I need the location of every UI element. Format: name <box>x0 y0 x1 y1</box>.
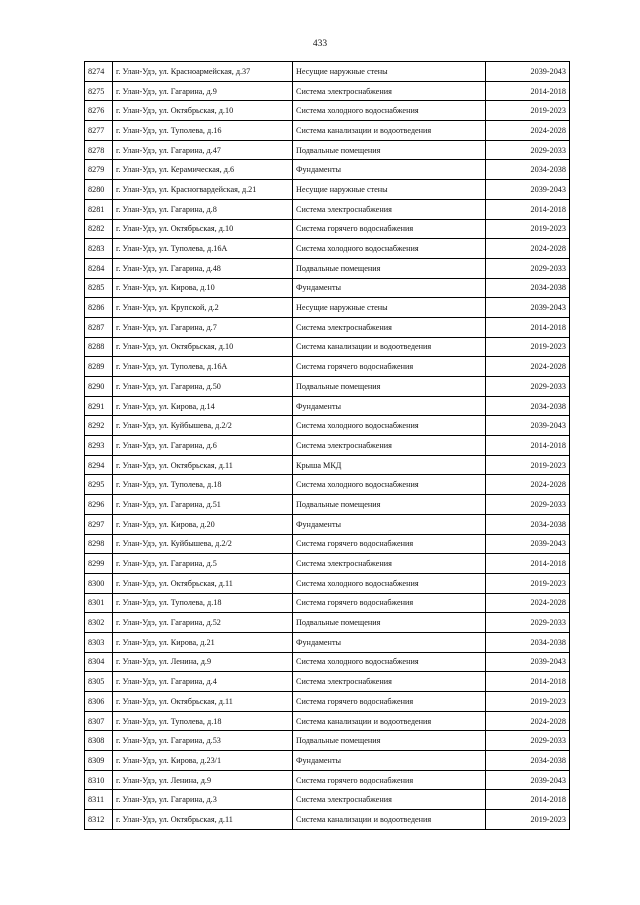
address-cell: г. Улан-Удэ, ул. Туполева, д.16А <box>113 239 293 259</box>
address-cell: г. Улан-Удэ, ул. Туполева, д.16 <box>113 121 293 141</box>
table-row <box>85 495 570 515</box>
building-system-cell: Крыша МКД <box>293 455 486 475</box>
row-number: 8278 <box>85 140 113 160</box>
repair-period-cell: 2034-2038 <box>486 514 570 534</box>
table-row <box>85 317 570 337</box>
table-row <box>85 101 570 121</box>
repair-period-cell: 2014-2018 <box>486 672 570 692</box>
building-system-cell: Система холодного водоснабжения <box>293 573 486 593</box>
address-cell: г. Улан-Удэ, ул. Крупской, д.2 <box>113 298 293 318</box>
repair-period-cell: 2029-2033 <box>486 613 570 633</box>
table-row <box>85 514 570 534</box>
building-system-cell: Система канализации и водоотведения <box>293 711 486 731</box>
row-number: 8290 <box>85 377 113 397</box>
table-row <box>85 475 570 495</box>
repair-period-cell: 2019-2023 <box>486 692 570 712</box>
building-system-cell: Система горячего водоснабжения <box>293 534 486 554</box>
row-number: 8280 <box>85 180 113 200</box>
table-row <box>85 632 570 652</box>
repair-period-cell: 2034-2038 <box>486 632 570 652</box>
building-system-cell: Фундаменты <box>293 632 486 652</box>
address-cell: г. Улан-Удэ, ул. Октябрьская, д.11 <box>113 573 293 593</box>
row-number: 8298 <box>85 534 113 554</box>
address-cell: г. Улан-Удэ, ул. Октябрьская, д.10 <box>113 219 293 239</box>
building-system-cell: Фундаменты <box>293 514 486 534</box>
building-system-cell: Фундаменты <box>293 751 486 771</box>
building-system-cell: Система холодного водоснабжения <box>293 652 486 672</box>
address-cell: г. Улан-Удэ, ул. Гагарина, д.52 <box>113 613 293 633</box>
repair-period-cell: 2019-2023 <box>486 219 570 239</box>
repair-period-cell: 2019-2023 <box>486 455 570 475</box>
building-system-cell: Система электроснабжения <box>293 554 486 574</box>
repair-period-cell: 2029-2033 <box>486 258 570 278</box>
table-row <box>85 692 570 712</box>
row-number: 8310 <box>85 770 113 790</box>
row-number: 8295 <box>85 475 113 495</box>
building-system-cell: Система холодного водоснабжения <box>293 416 486 436</box>
table-row <box>85 278 570 298</box>
address-cell: г. Улан-Удэ, ул. Октябрьская, д.10 <box>113 337 293 357</box>
table-row <box>85 613 570 633</box>
row-number: 8299 <box>85 554 113 574</box>
row-number: 8274 <box>85 62 113 82</box>
table-row <box>85 239 570 259</box>
address-cell: г. Улан-Удэ, ул. Гагарина, д.47 <box>113 140 293 160</box>
table-row <box>85 140 570 160</box>
address-cell: г. Улан-Удэ, ул. Красноармейская, д.37 <box>113 62 293 82</box>
address-cell: г. Улан-Удэ, ул. Гагарина, д.9 <box>113 81 293 101</box>
repair-period-cell: 2014-2018 <box>486 790 570 810</box>
repair-period-cell: 2034-2038 <box>486 160 570 180</box>
building-system-cell: Система электроснабжения <box>293 790 486 810</box>
row-number: 8305 <box>85 672 113 692</box>
table-row <box>85 770 570 790</box>
building-system-cell: Подвальные помещения <box>293 495 486 515</box>
building-system-cell: Несущие наружные стены <box>293 298 486 318</box>
row-number: 8312 <box>85 810 113 830</box>
building-system-cell: Система горячего водоснабжения <box>293 593 486 613</box>
address-cell: г. Улан-Удэ, ул. Туполева, д.18 <box>113 593 293 613</box>
repair-period-cell: 2024-2028 <box>486 239 570 259</box>
row-number: 8308 <box>85 731 113 751</box>
table-row <box>85 298 570 318</box>
table-row <box>85 593 570 613</box>
table-row <box>85 219 570 239</box>
row-number: 8284 <box>85 258 113 278</box>
repair-period-cell: 2014-2018 <box>486 199 570 219</box>
address-cell: г. Улан-Удэ, ул. Гагарина, д.53 <box>113 731 293 751</box>
table-row <box>85 751 570 771</box>
address-cell: г. Улан-Удэ, ул. Куйбышева, д.2/2 <box>113 534 293 554</box>
repair-period-cell: 2014-2018 <box>486 436 570 456</box>
repair-period-cell: 2024-2028 <box>486 357 570 377</box>
building-system-cell: Подвальные помещения <box>293 377 486 397</box>
building-system-cell: Подвальные помещения <box>293 140 486 160</box>
repair-period-cell: 2019-2023 <box>486 810 570 830</box>
address-cell: г. Улан-Удэ, ул. Гагарина, д.7 <box>113 317 293 337</box>
building-system-cell: Система канализации и водоотведения <box>293 810 486 830</box>
row-number: 8311 <box>85 790 113 810</box>
row-number: 8283 <box>85 239 113 259</box>
repair-period-cell: 2019-2023 <box>486 573 570 593</box>
row-number: 8303 <box>85 632 113 652</box>
building-system-cell: Система канализации и водоотведения <box>293 337 486 357</box>
address-cell: г. Улан-Удэ, ул. Туполева, д.18 <box>113 475 293 495</box>
address-cell: г. Улан-Удэ, ул. Гагарина, д.8 <box>113 199 293 219</box>
address-cell: г. Улан-Удэ, ул. Гагарина, д.4 <box>113 672 293 692</box>
table-row <box>85 672 570 692</box>
repair-period-cell: 2039-2043 <box>486 180 570 200</box>
building-system-cell: Система канализации и водоотведения <box>293 121 486 141</box>
repair-period-cell: 2019-2023 <box>486 337 570 357</box>
repair-period-cell: 2024-2028 <box>486 475 570 495</box>
address-cell: г. Улан-Удэ, ул. Красногвардейская, д.21 <box>113 180 293 200</box>
row-number: 8304 <box>85 652 113 672</box>
building-system-cell: Система холодного водоснабжения <box>293 475 486 495</box>
table-row <box>85 436 570 456</box>
table-row <box>85 199 570 219</box>
row-number: 8297 <box>85 514 113 534</box>
table-row <box>85 357 570 377</box>
building-system-cell: Фундаменты <box>293 396 486 416</box>
address-cell: г. Улан-Удэ, ул. Гагарина, д.6 <box>113 436 293 456</box>
building-system-cell: Фундаменты <box>293 160 486 180</box>
row-number: 8286 <box>85 298 113 318</box>
building-system-cell: Несущие наружные стены <box>293 62 486 82</box>
repair-period-cell: 2024-2028 <box>486 593 570 613</box>
address-cell: г. Улан-Удэ, ул. Гагарина, д.50 <box>113 377 293 397</box>
building-system-cell: Система горячего водоснабжения <box>293 692 486 712</box>
row-number: 8279 <box>85 160 113 180</box>
table-row <box>85 62 570 82</box>
repair-period-cell: 2039-2043 <box>486 770 570 790</box>
address-cell: г. Улан-Удэ, ул. Гагарина, д.51 <box>113 495 293 515</box>
table-row <box>85 81 570 101</box>
repair-period-cell: 2024-2028 <box>486 711 570 731</box>
table-row <box>85 337 570 357</box>
row-number: 8296 <box>85 495 113 515</box>
table-row <box>85 790 570 810</box>
row-number: 8294 <box>85 455 113 475</box>
table-row <box>85 534 570 554</box>
building-system-cell: Система горячего водоснабжения <box>293 357 486 377</box>
row-number: 8282 <box>85 219 113 239</box>
address-cell: г. Улан-Удэ, ул. Керамическая, д.6 <box>113 160 293 180</box>
table-row <box>85 396 570 416</box>
address-cell: г. Улан-Удэ, ул. Октябрьская, д.11 <box>113 810 293 830</box>
table-row <box>85 377 570 397</box>
address-cell: г. Улан-Удэ, ул. Кирова, д.20 <box>113 514 293 534</box>
building-system-cell: Подвальные помещения <box>293 613 486 633</box>
address-cell: г. Улан-Удэ, ул. Куйбышева, д.2/2 <box>113 416 293 436</box>
table-row <box>85 180 570 200</box>
repair-period-cell: 2029-2033 <box>486 377 570 397</box>
address-cell: г. Улан-Удэ, ул. Туполева, д.16А <box>113 357 293 377</box>
address-cell: г. Улан-Удэ, ул. Гагарина, д.5 <box>113 554 293 574</box>
row-number: 8275 <box>85 81 113 101</box>
repair-period-cell: 2014-2018 <box>486 554 570 574</box>
building-system-cell: Система электроснабжения <box>293 317 486 337</box>
row-number: 8300 <box>85 573 113 593</box>
table-row <box>85 711 570 731</box>
row-number: 8288 <box>85 337 113 357</box>
table-row <box>85 455 570 475</box>
table-row <box>85 652 570 672</box>
table-row <box>85 810 570 830</box>
row-number: 8281 <box>85 199 113 219</box>
repair-period-cell: 2014-2018 <box>486 81 570 101</box>
building-system-cell: Несущие наружные стены <box>293 180 486 200</box>
repair-period-cell: 2039-2043 <box>486 534 570 554</box>
table-row <box>85 258 570 278</box>
row-number: 8285 <box>85 278 113 298</box>
address-cell: г. Улан-Удэ, ул. Гагарина, д.3 <box>113 790 293 810</box>
building-system-cell: Система электроснабжения <box>293 199 486 219</box>
table-row <box>85 416 570 436</box>
row-number: 8287 <box>85 317 113 337</box>
address-cell: г. Улан-Удэ, ул. Кирова, д.21 <box>113 632 293 652</box>
address-cell: г. Улан-Удэ, ул. Туполева, д.18 <box>113 711 293 731</box>
address-cell: г. Улан-Удэ, ул. Октябрьская, д.10 <box>113 101 293 121</box>
building-system-cell: Подвальные помещения <box>293 731 486 751</box>
table-row <box>85 160 570 180</box>
row-number: 8291 <box>85 396 113 416</box>
address-cell: г. Улан-Удэ, ул. Октябрьская, д.11 <box>113 455 293 475</box>
repair-period-cell: 2039-2043 <box>486 62 570 82</box>
repair-period-cell: 2019-2023 <box>486 101 570 121</box>
building-system-cell: Система горячего водоснабжения <box>293 219 486 239</box>
row-number: 8307 <box>85 711 113 731</box>
row-number: 8277 <box>85 121 113 141</box>
repair-period-cell: 2014-2018 <box>486 317 570 337</box>
row-number: 8306 <box>85 692 113 712</box>
building-system-cell: Система холодного водоснабжения <box>293 101 486 121</box>
address-cell: г. Улан-Удэ, ул. Кирова, д.10 <box>113 278 293 298</box>
repair-period-cell: 2034-2038 <box>486 751 570 771</box>
row-number: 8302 <box>85 613 113 633</box>
address-cell: г. Улан-Удэ, ул. Кирова, д.14 <box>113 396 293 416</box>
building-system-cell: Система горячего водоснабжения <box>293 770 486 790</box>
building-system-cell: Система холодного водоснабжения <box>293 239 486 259</box>
repair-period-cell: 2034-2038 <box>486 396 570 416</box>
row-number: 8301 <box>85 593 113 613</box>
row-number: 8309 <box>85 751 113 771</box>
table-row <box>85 121 570 141</box>
repair-period-cell: 2034-2038 <box>486 278 570 298</box>
building-system-cell: Система электроснабжения <box>293 436 486 456</box>
repair-period-cell: 2039-2043 <box>486 298 570 318</box>
repair-period-cell: 2024-2028 <box>486 121 570 141</box>
table-row <box>85 554 570 574</box>
row-number: 8289 <box>85 357 113 377</box>
building-system-cell: Система электроснабжения <box>293 672 486 692</box>
row-number: 8276 <box>85 101 113 121</box>
address-cell: г. Улан-Удэ, ул. Октябрьская, д.11 <box>113 692 293 712</box>
building-system-cell: Подвальные помещения <box>293 258 486 278</box>
table-row <box>85 573 570 593</box>
building-system-cell: Система электроснабжения <box>293 81 486 101</box>
address-cell: г. Улан-Удэ, ул. Кирова, д.23/1 <box>113 751 293 771</box>
building-system-cell: Фундаменты <box>293 278 486 298</box>
table-body <box>85 62 570 830</box>
row-number: 8292 <box>85 416 113 436</box>
address-cell: г. Улан-Удэ, ул. Ленина, д.9 <box>113 770 293 790</box>
table-row <box>85 731 570 751</box>
repair-period-cell: 2039-2043 <box>486 652 570 672</box>
repair-schedule-table <box>84 61 570 830</box>
address-cell: г. Улан-Удэ, ул. Гагарина, д.48 <box>113 258 293 278</box>
repair-period-cell: 2029-2033 <box>486 140 570 160</box>
row-number: 8293 <box>85 436 113 456</box>
page-number: 433 <box>312 39 328 49</box>
repair-period-cell: 2039-2043 <box>486 416 570 436</box>
address-cell: г. Улан-Удэ, ул. Ленина, д.9 <box>113 652 293 672</box>
repair-period-cell: 2029-2033 <box>486 731 570 751</box>
repair-period-cell: 2029-2033 <box>486 495 570 515</box>
